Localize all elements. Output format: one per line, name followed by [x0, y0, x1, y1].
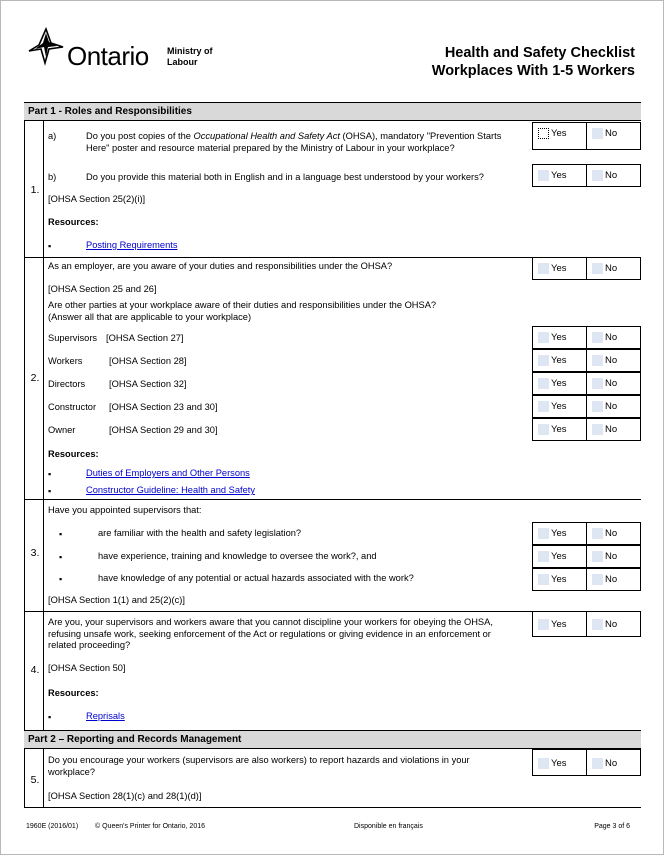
q2-owner-no-checkbox[interactable]	[592, 424, 603, 435]
q5-yes-checkbox[interactable]	[538, 758, 549, 769]
q4-question: Are you, your supervisors and workers aware that you cannot discipline your workers for obeying the OHSA, refusing unsafe work, seeking enforcement of the Act or regulations or giving evidence in an enforcement or related proceeding?	[48, 617, 493, 650]
q5-no-checkbox[interactable]	[592, 758, 603, 769]
bullet-icon: ▪	[59, 529, 63, 539]
ontario-trillium-logo-icon	[25, 25, 67, 67]
q3-item1-answer: Yes No	[532, 522, 641, 545]
q2-directors-no-checkbox[interactable]	[592, 378, 603, 389]
q2-section-ref: [OHSA Section 25 and 26]	[48, 284, 157, 294]
question-number: 5.	[30, 774, 40, 786]
q1b-label: b)	[48, 172, 57, 182]
q2-directors-yes-checkbox[interactable]	[538, 378, 549, 389]
q2-question: As an employer, are you aware of your duties and responsibilities under the OHSA?	[48, 261, 393, 271]
q3-item2-no-checkbox[interactable]	[592, 551, 603, 562]
footer-french-available: Disponible en français	[354, 823, 423, 830]
q3-item3-yes-checkbox[interactable]	[538, 574, 549, 585]
q3-item2-answer: Yes No	[532, 545, 641, 568]
q1b-answer: Yes No	[532, 164, 641, 187]
table-bottom-border	[24, 807, 641, 808]
q3-section-ref: [OHSA Section 1(1) and 25(2)(c)]	[48, 595, 185, 605]
q2-owner-answer: Yes No	[532, 418, 641, 441]
link-reprisals[interactable]: Reprisals	[86, 711, 125, 721]
q1-section-ref: [OHSA Section 25(2)(i)]	[48, 194, 146, 204]
ontario-wordmark: Ontario	[67, 41, 149, 71]
q3-item3-answer: Yes No	[532, 568, 641, 591]
row-separator	[24, 499, 641, 500]
part1-heading: Part 1 - Roles and Responsibilities	[24, 102, 641, 121]
ministry-line2: Labour	[167, 57, 198, 67]
q2-role-label: Owner	[48, 425, 76, 435]
q2-directors-answer: Yes No	[532, 372, 641, 395]
bullet-icon: ▪	[48, 486, 52, 496]
q4-no-checkbox[interactable]	[592, 619, 603, 630]
q4-answer: Yes No	[532, 611, 641, 637]
q2-owner-yes-checkbox[interactable]	[538, 424, 549, 435]
q2-other-parties-line1: Are other parties at your workplace aware of their duties and responsibilities under the OHSA?	[48, 300, 437, 310]
q2-no-checkbox[interactable]	[592, 263, 603, 274]
q2-constructor-yes-checkbox[interactable]	[538, 401, 549, 412]
number-column-divider-part2	[43, 749, 44, 807]
q1a-yes-checkbox[interactable]	[538, 128, 549, 139]
bullet-icon: ▪	[59, 574, 63, 584]
q2-role-label: Directors	[48, 379, 86, 389]
bullet-icon: ▪	[59, 552, 63, 562]
bullet-icon: ▪	[48, 241, 52, 251]
q2-supervisors-no-checkbox[interactable]	[592, 332, 603, 343]
q2-workers-no-checkbox[interactable]	[592, 355, 603, 366]
question-number: 3.	[30, 547, 40, 559]
q3-item3-no-checkbox[interactable]	[592, 574, 603, 585]
q1a-label: a)	[48, 131, 57, 141]
q4-resources-heading: Resources:	[48, 688, 99, 698]
ministry-line1: Ministry of	[167, 46, 213, 56]
footer-form-code: 1960E (2016/01)	[26, 823, 79, 830]
q2-role-label: Constructor	[48, 402, 97, 412]
q2-role-section: [OHSA Section 27]	[106, 333, 184, 343]
question-number: 1.	[30, 184, 40, 196]
q2-role-label: Workers	[48, 356, 83, 366]
q2-role-section: [OHSA Section 28]	[109, 356, 187, 366]
q3-item1-yes-checkbox[interactable]	[538, 528, 549, 539]
q2-role-label: Supervisors	[48, 333, 98, 343]
q1a-answer: Yes No	[532, 122, 641, 150]
footer-copyright: © Queen's Printer for Ontario, 2016	[95, 823, 205, 830]
q5-section-ref: [OHSA Section 28(1)(c) and 28(1)(d)]	[48, 791, 202, 801]
q3-item2-yes-checkbox[interactable]	[538, 551, 549, 562]
q1-resources-heading: Resources:	[48, 217, 99, 227]
q3-question: Have you appointed supervisors that:	[48, 505, 202, 515]
question-number: 2.	[30, 372, 40, 384]
footer-page-number: Page 3 of 6	[594, 823, 630, 830]
q1a-question: Do you post copies of the Occupational Health and Safety Act (OHSA), mandatory "Prevention Starts Here" poster and resource material prepared by the Ministry of Labour in your workplace?	[86, 131, 502, 153]
q2-resources-heading: Resources:	[48, 449, 99, 459]
part2-heading: Part 2 – Reporting and Records Management	[24, 730, 641, 749]
q2-other-parties-line2: (Answer all that are applicable to your workplace)	[48, 312, 252, 322]
q2-supervisors-yes-checkbox[interactable]	[538, 332, 549, 343]
link-constructor-guideline[interactable]: Constructor Guideline: Health and Safety	[86, 485, 255, 495]
q2-constructor-answer: Yes No	[532, 395, 641, 418]
q1a-no-checkbox[interactable]	[592, 128, 603, 139]
q4-yes-checkbox[interactable]	[538, 619, 549, 630]
page-title-line2: Workplaces With 1-5 Workers	[431, 63, 635, 79]
link-posting-requirements[interactable]: Posting Requirements	[86, 240, 178, 250]
bullet-icon: ▪	[48, 712, 52, 722]
q2-constructor-no-checkbox[interactable]	[592, 401, 603, 412]
page-title-line1: Health and Safety Checklist	[444, 45, 635, 61]
q2-role-section: [OHSA Section 29 and 30]	[109, 425, 218, 435]
q1b-question: Do you provide this material both in English and in a language best understood by your workers?	[86, 172, 484, 182]
q5-answer: Yes No	[532, 749, 641, 776]
q1b-no-checkbox[interactable]	[592, 170, 603, 181]
q2-yes-checkbox[interactable]	[538, 263, 549, 274]
q2-role-section: [OHSA Section 23 and 30]	[109, 402, 218, 412]
q4-section-ref: [OHSA Section 50]	[48, 663, 126, 673]
q1b-yes-checkbox[interactable]	[538, 170, 549, 181]
question-number: 4.	[30, 664, 40, 676]
q3-item1-no-checkbox[interactable]	[592, 528, 603, 539]
number-column-divider	[43, 121, 44, 730]
q2-workers-yes-checkbox[interactable]	[538, 355, 549, 366]
q2-answer: Yes No	[532, 257, 641, 280]
table-left-border	[24, 121, 25, 807]
q2-role-section: [OHSA Section 32]	[109, 379, 187, 389]
q2-workers-answer: Yes No	[532, 349, 641, 372]
link-duties-of-employers[interactable]: Duties of Employers and Other Persons	[86, 468, 250, 478]
q3-item: have experience, training and knowledge to oversee the work?, and	[98, 551, 377, 561]
q3-item: are familiar with the health and safety legislation?	[98, 528, 302, 538]
q5-question: Do you encourage your workers (supervisors are also workers) to report hazards and violations in your workplace?	[48, 755, 470, 777]
q3-item: have knowledge of any potential or actual hazards associated with the work?	[98, 573, 414, 583]
bullet-icon: ▪	[48, 469, 52, 479]
q2-supervisors-answer: Yes No	[532, 326, 641, 349]
